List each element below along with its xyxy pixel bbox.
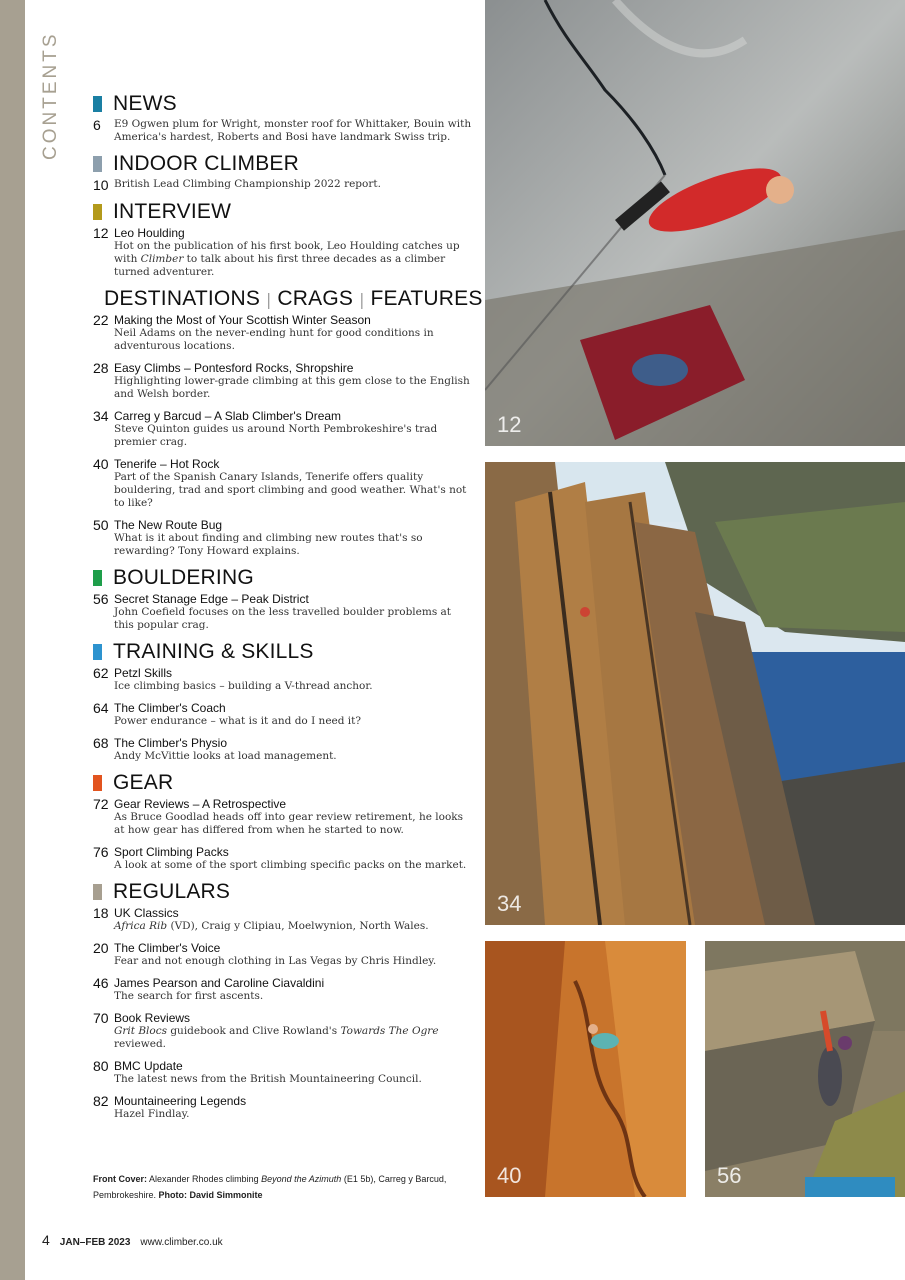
section-title: NEWS [113,92,177,115]
section-header [93,152,473,176]
section-title: DESTINATIONS [104,287,261,310]
toc-entry[interactable] [93,736,473,763]
entry-description: The latest news from the British Mountaineering Council. [114,1073,422,1085]
section-title: INTERVIEW [113,200,232,223]
entry-description: Grit Blocs guidebook and Clive Rowland's Towards The Ogre reviewed. [114,1025,439,1050]
section-title: BOULDERING [113,566,254,589]
cover-text-2: (E1 5b), Carreg y Barcud, Pembrokeshire. [93,1174,447,1200]
entry-title: The Climber's Physio [114,736,227,750]
entry-description: Hazel Findlay. [114,1108,190,1120]
section-title: TRAINING & SKILLS [113,640,314,663]
entry-page-number: 34 [93,408,109,424]
toc-entry[interactable] [93,666,473,693]
section-title: REGULARS [113,880,231,903]
entry-description: As Bruce Goodlad heads off into gear review retirement, he looks at how gear has differed from when he started to now. [114,811,464,836]
entry-page-number: 40 [93,456,109,472]
toc-entry[interactable] [93,592,473,632]
entry-title: Easy Climbs – Pontesford Rocks, Shropshire [114,361,354,375]
entry-page-number: 76 [93,844,109,860]
entry-title: Gear Reviews – A Retrospective [114,797,287,811]
page-footer [42,1232,223,1248]
section-title: FEATURES [370,287,483,310]
section-header [93,92,473,116]
photo-tenerife [485,941,686,1197]
footer-page-number: 4 [42,1232,50,1248]
entry-title: Mountaineering Legends [114,1094,247,1108]
entry-description: Hot on the publication of his first book, Leo Houlding catches up with Climber to talk about his first three decades as a climber turned adventurer. [114,240,460,278]
toc-entry[interactable] [93,976,473,1003]
photo-stanage [705,941,905,1197]
entry-description: Power endurance – what is it and do I need it? [114,715,362,727]
section-color-marker [93,884,102,900]
entry-description: Africa Rib (VD), Craig y Clipiau, Moelwynion, North Wales. [114,920,429,932]
toc-entry[interactable] [93,361,473,401]
toc-section [93,92,473,144]
entry-title: Petzl Skills [114,666,173,680]
entry-description: What is it about finding and climbing new routes that's so rewarding? Tony Howard explains. [114,532,423,557]
entry-page-number: 18 [93,905,109,921]
entry-title: Carreg y Barcud – A Slab Climber's Dream [114,409,342,423]
section-header [93,640,473,664]
entry-title: Book Reviews [114,1011,191,1025]
toc-entry[interactable] [93,845,473,872]
section-header [93,566,473,590]
toc-section [93,771,473,872]
entry-title: The New Route Bug [114,518,223,532]
entry-title: James Pearson and Caroline Ciavaldini [114,976,325,990]
entry-page-number: 82 [93,1093,109,1109]
section-color-marker [93,204,102,220]
toc-entry[interactable] [93,797,473,837]
section-color-marker [93,570,102,586]
entry-description: Part of the Spanish Canary Islands, Tenerife offers quality bouldering, trad and sport climbing and good weather. What's not to like? [114,471,467,509]
toc-section [93,152,473,192]
toc-entry[interactable] [93,313,473,353]
cover-text-1: Alexander Rhodes climbing [149,1174,259,1184]
contents-label: CONTENTS [40,31,61,160]
section-title: CRAGS [277,287,354,310]
toc-entry[interactable] [93,518,473,558]
entry-page-number: 6 [93,117,101,133]
photo-carreg-y-barcud [485,462,905,925]
footer-issue-date: JAN–FEB 2023 [59,1237,131,1248]
section-header [93,200,473,224]
section-color-marker [93,644,102,660]
entry-description: Andy McVittie looks at load management. [114,750,337,762]
entry-description: John Coefield focuses on the less travelled boulder problems at this popular crag. [114,606,452,631]
toc-section [93,640,473,763]
photo-page-label: 56 [717,1163,742,1188]
entry-title: BMC Update [114,1059,183,1073]
entry-page-number: 22 [93,312,109,328]
entry-description: A look at some of the sport climbing specific packs on the market. [114,859,467,871]
footer-url[interactable]: www.climber.co.uk [140,1237,223,1248]
toc-entry[interactable] [93,409,473,449]
toc-entry[interactable] [93,226,473,279]
entry-description: E9 Ogwen plum for Wright, monster roof for Whittaker, Bouin with America's hardest, Roberts and Bosi have landmark Swiss trip. [114,118,472,143]
entry-page-number: 70 [93,1010,109,1026]
entry-title: Sport Climbing Packs [114,845,229,859]
section-title: INDOOR CLIMBER [113,152,299,175]
section-color-marker [93,96,102,112]
toc-entry[interactable] [93,118,473,144]
section-header [93,771,473,795]
toc-entry[interactable] [93,906,473,933]
entry-title: Making the Most of Your Scottish Winter Season [114,313,371,327]
entry-description: The search for first ascents. [114,990,264,1002]
toc-entry[interactable] [93,1011,473,1051]
entry-description: Highlighting lower-grade climbing at this gem close to the English and Welsh border. [114,375,470,400]
section-header [93,287,483,311]
title-separator: | [266,289,272,309]
table-of-contents [93,92,483,1129]
entry-description: Neil Adams on the never-ending hunt for good conditions in adventurous locations. [114,327,434,352]
entry-description: British Lead Climbing Championship 2022 report. [114,178,381,190]
photo-page-label: 12 [497,412,522,437]
photo-page-label: 34 [497,891,522,916]
entry-title: Tenerife – Hot Rock [114,457,220,471]
cover-label: Front Cover: [93,1174,147,1184]
section-color-marker [93,775,102,791]
entry-title: Leo Houlding [114,226,185,240]
entry-page-number: 50 [93,517,109,533]
entry-page-number: 10 [93,177,109,193]
entry-title: UK Classics [114,906,179,920]
toc-entry[interactable] [93,1059,473,1086]
cover-credit [93,1171,473,1203]
entry-page-number: 80 [93,1058,109,1074]
entry-page-number: 68 [93,735,109,751]
entry-page-number: 62 [93,665,109,681]
toc-section [93,200,473,279]
section-color-marker [93,156,102,172]
entry-title: Secret Stanage Edge – Peak District [114,592,309,606]
cover-route: Beyond the Azimuth [261,1174,342,1184]
entry-page-number: 64 [93,700,109,716]
entry-page-number: 72 [93,796,109,812]
toc-entry[interactable] [93,1094,473,1121]
entry-description: Ice climbing basics – building a V-thread anchor. [114,680,373,692]
toc-section [93,566,473,632]
toc-section [93,880,473,1121]
cover-photo-credit: Photo: David Simmonite [158,1190,263,1200]
entry-title: The Climber's Coach [114,701,226,715]
photo-page-label: 40 [497,1163,522,1188]
photo-leo-houlding [485,0,905,446]
entry-page-number: 56 [93,591,109,607]
toc-entry[interactable] [93,941,473,968]
title-separator: | [359,289,365,309]
entry-page-number: 20 [93,940,109,956]
toc-entry[interactable] [93,457,473,510]
toc-section [93,287,483,558]
entry-description: Fear and not enough clothing in Las Vegas by Chris Hindley. [114,955,437,967]
toc-entry[interactable] [93,701,473,728]
toc-entry[interactable] [93,178,473,192]
sidebar-strip [0,0,25,1280]
section-title: GEAR [113,771,174,794]
entry-page-number: 46 [93,975,109,991]
section-header [93,880,473,904]
entry-title: The Climber's Voice [114,941,221,955]
entry-page-number: 12 [93,225,109,241]
entry-page-number: 28 [93,360,109,376]
entry-description: Steve Quinton guides us around North Pembrokeshire's trad premier crag. [114,423,438,448]
